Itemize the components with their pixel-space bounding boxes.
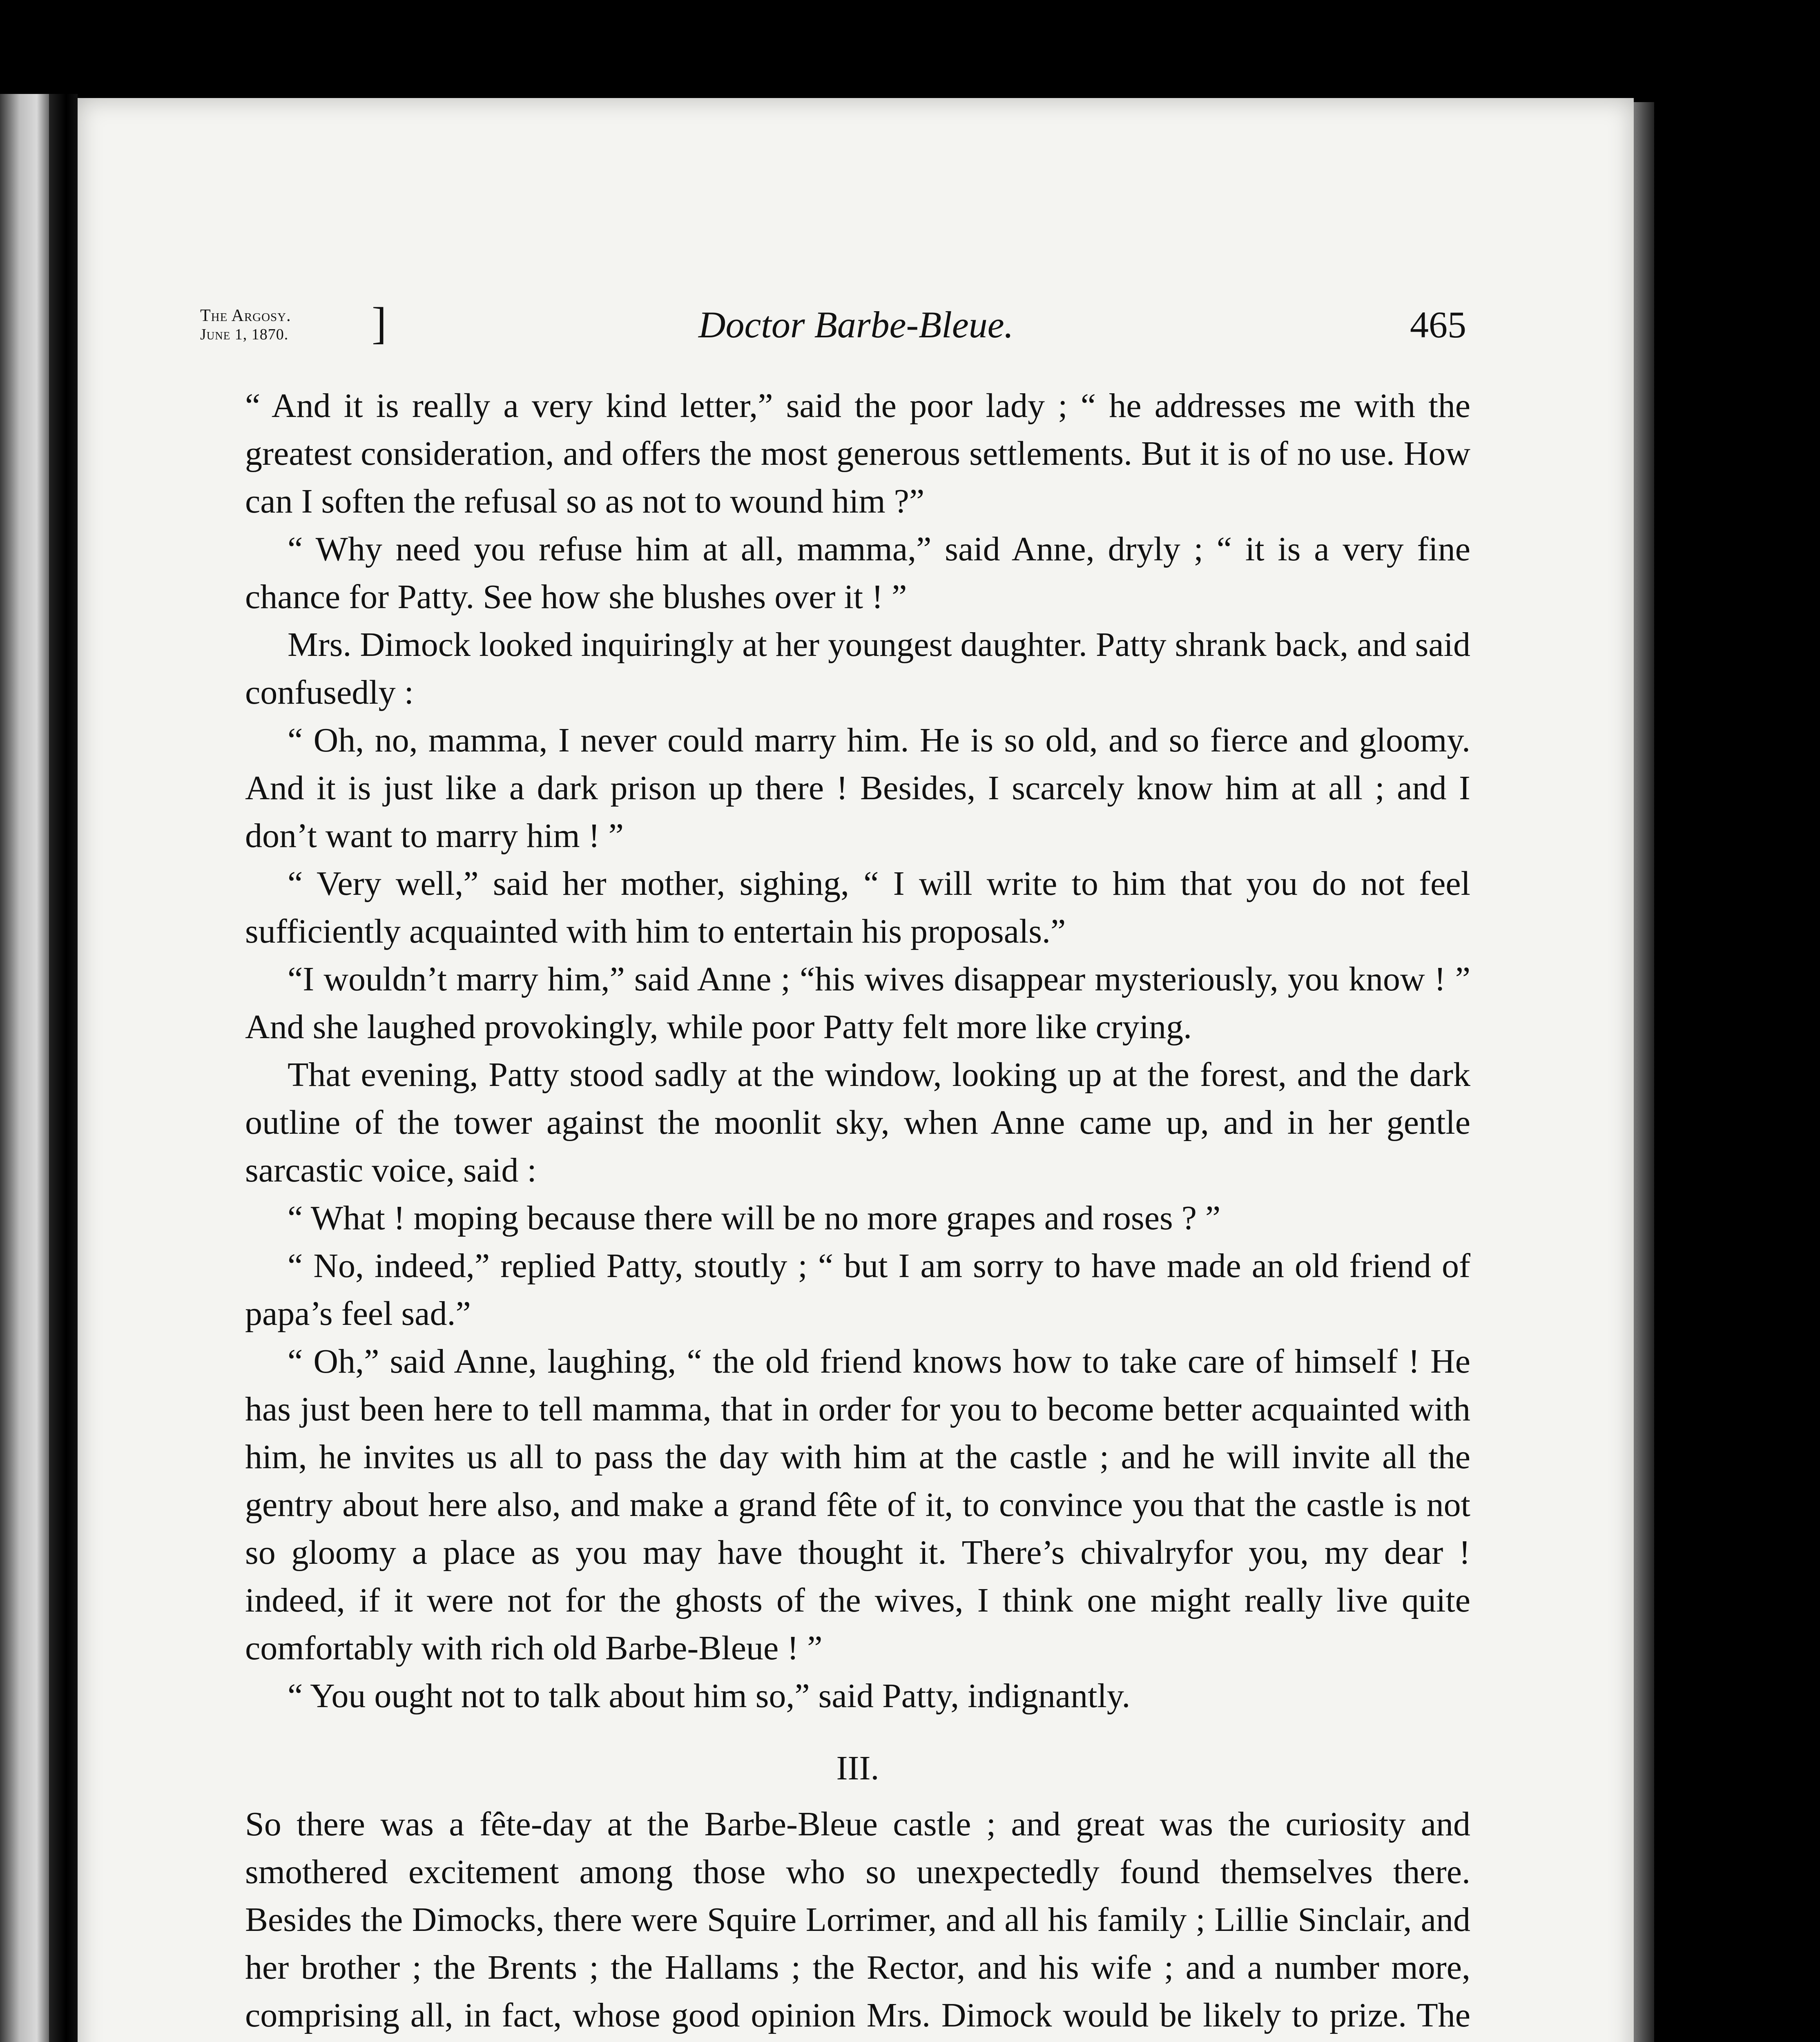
paragraph: “ You ought not to talk about him so,” said Patty, indignantly. bbox=[288, 1677, 1131, 1715]
facing-page-edge bbox=[0, 94, 49, 2042]
journal-imprint bbox=[200, 306, 291, 344]
running-head bbox=[200, 298, 1466, 368]
paragraph: “ What ! moping because there will be no more grapes and roses ? ” bbox=[288, 1199, 1221, 1237]
paragraph: “ And it is really a very kind letter,” said the poor lady ; “ he addresses me with the greatest consideration, and offers the most generous settlements. But it is of no use. How can I soften the refusal so as not to wound him ?” bbox=[245, 387, 1470, 520]
paragraph: “ Very well,” said her mother, sighing, “ I will write to him that you do not feel sufficiently acquainted with him to entertain his proposals.” bbox=[245, 865, 1470, 950]
paragraph: Mrs. Dimock looked inquiringly at her youngest daughter. Patty shrank back, and said confusedly : bbox=[245, 626, 1470, 711]
page-number: 465 bbox=[1410, 304, 1466, 346]
paragraph: That evening, Patty stood sadly at the window, looking up at the forest, and the dark outline of the tower against the moonlit sky, when Anne came up, and in her gentle sarcastic voice, said : bbox=[245, 1056, 1470, 1189]
journal-date: June 1, 1870. bbox=[200, 326, 289, 343]
section-heading: III. bbox=[836, 1749, 879, 1787]
paragraph: “ Oh,” said Anne, laughing, “ the old friend knows how to take care of himself ! He has just been here to tell mamma, that in order for you to become better acquainted with him, he invites us all to pass the day with him at the castle ; and he will invite all the gentry about here also, and make a grand fête of it, to convince you that the castle is not so gloomy a place as you may have thought it. There’s chivalryfor you, my dear ! indeed, if it were not for the ghosts of the wives, I think one might really live quite comfortably with rich old Barbe-Bleue ! ” bbox=[245, 1342, 1470, 1667]
paragraph: “ Oh, no, mamma, I never could marry him. He is so old, and so fierce and gloomy. And it is just like a dark prison up there ! Besides, I scarcely know him at all ; and I don’t want to marry him ! ” bbox=[245, 721, 1470, 855]
book-gutter bbox=[49, 94, 78, 2042]
chapter-title: Doctor Barbe-Bleue. bbox=[698, 304, 1014, 346]
body-text bbox=[245, 382, 1470, 2042]
journal-name: The Argosy. bbox=[200, 306, 291, 325]
page-edge-shadow bbox=[1634, 102, 1654, 2042]
journal-bracket: ] bbox=[372, 298, 387, 348]
paragraph: “ No, indeed,” replied Patty, stoutly ; “ but I am sorry to have made an old friend of papa’s feel sad.” bbox=[245, 1247, 1470, 1333]
paragraph: So there was a fête-day at the Barbe-Bleue castle ; and great was the curiosity and smothered excitement among those who so unexpectedly found themselves there. Besides the Dimocks, there were Squire Lorrimer, and all his family ; Lillie Sinclair, and her brother ; the Brents ; the Hallams ; the Rector, and his wife ; and a number more, comprising all, in fact, whose good opinion Mrs. Dimock would be likely to prize. The bbox=[245, 1805, 1470, 2034]
paragraph: “I wouldn’t marry him,” said Anne ; “his wives disappear mysteriously, you know ! ” And she laughed provokingly, while poor Patty felt more like crying. bbox=[245, 960, 1470, 1046]
paragraph: “ Why need you refuse him at all, mamma,” said Anne, dryly ; “ it is a very fine chance for Patty. See how she blushes over it ! ” bbox=[245, 530, 1470, 616]
